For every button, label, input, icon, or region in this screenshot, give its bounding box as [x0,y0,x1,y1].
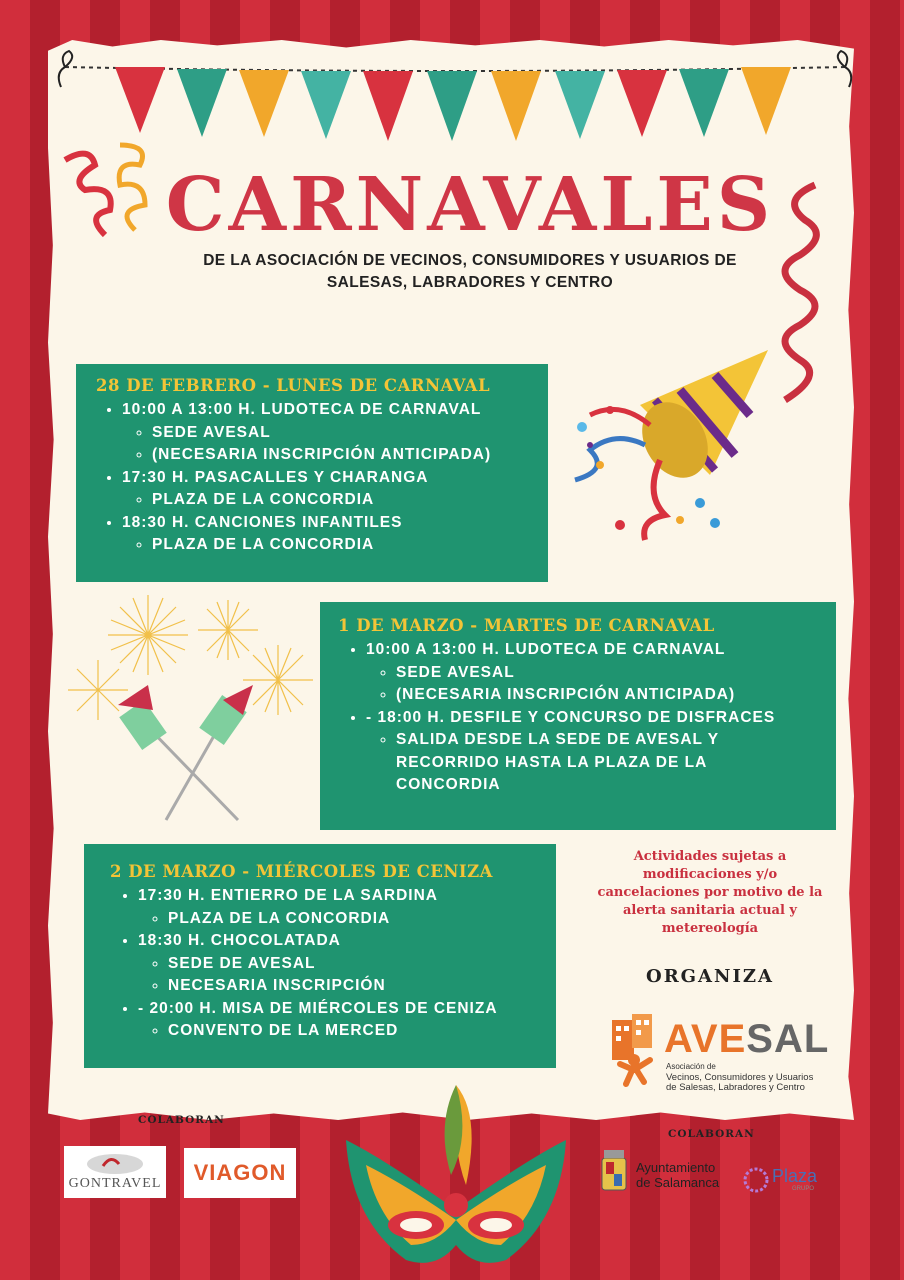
organiza-label: ORGANIZA [646,966,774,987]
ayuntamiento-line-1: Ayuntamiento [636,1160,716,1175]
streamer-right [770,180,840,410]
globe-icon [85,1152,145,1176]
list-item: • 18:30 H. CANCIONES INFANTILES ◦ PLAZA DE LA CONCORDIA [122,512,548,557]
avesal-logo [604,1012,830,1094]
subtitle-line-1: DE LA ASOCIACIÓN DE VECINOS, CONSUMIDORES Y USUARIOS DE [203,252,737,269]
list-item: • 17:30 H. ENTIERRO DE LA SARDINA ◦ PLAZA DE LA CONCORDIA [138,885,556,930]
bunting-flags [115,67,791,141]
list-subitem: ◦ SEDE AVESAL [152,422,548,445]
ayuntamiento-line-2: de Salamanca [636,1175,720,1190]
day-3-list [110,885,556,1043]
schedule-day-3 [84,844,556,1068]
fireworks-illustration [58,590,323,825]
list-subitem: ◦ SALIDA DESDE LA SEDE DE AVESAL Y RECORRIDO HASTA LA PLAZA DE LA CONCORDIA [396,729,826,797]
list-item: • 10:00 A 13:00 H. LUDOTECA DE CARNAVAL ◦ SEDE AVESAL ◦ (NECESARIA INSCRIPCIÓN ANTICIPADA) [122,399,548,467]
subtitle [160,250,780,294]
bunting-garland [55,45,855,155]
plaza-logo: Plaza GRUPO [742,1164,834,1198]
disclaimer-note: Actividades sujetas a modificaciones y/o cancelaciones por motivo de la alerta sanitaria actual y metereología [597,849,823,936]
day-2-list [338,639,826,797]
avesal-wordmark: AVESAL [664,1017,830,1061]
colaboran-right-label: COLABORAN [668,1128,755,1140]
list-item: • 18:30 H. CHOCOLATADA ◦ SEDE DE AVESAL ◦ NECESARIA INSCRIPCIÓN [138,930,556,998]
colaboran-left-label: COLABORAN [138,1114,225,1126]
list-item: • 10:00 A 13:00 H. LUDOTECA DE CARNAVAL ◦ SEDE AVESAL ◦ (NECESARIA INSCRIPCIÓN ANTICIPADA) [366,639,826,707]
list-subitem: ◦ PLAZA DE LA CONCORDIA [168,908,556,931]
schedule-day-2 [320,602,836,830]
subtitle-line-2: SALESAS, LABRADORES Y CENTRO [326,274,614,291]
ayuntamiento-logo [598,1146,728,1200]
list-subitem: ◦ PLAZA DE LA CONCORDIA [152,534,548,557]
avesal-building-icon [604,1012,664,1092]
day-1-heading: 28 DE FEBRERO - LUNES DE CARNAVAL [96,376,491,395]
list-subitem: ◦ SEDE DE AVESAL [168,953,556,976]
day-2-heading: 1 DE MARZO - MARTES DE CARNAVAL [338,616,715,635]
coat-of-arms-icon [598,1148,630,1198]
day-1-list [96,399,548,557]
party-horn-illustration [560,345,775,545]
list-item: • - 20:00 H. MISA DE MIÉRCOLES DE CENIZA ◦ CONVENTO DE LA MERCED [138,998,556,1043]
plaza-circle-icon [742,1166,770,1194]
day-3-heading: 2 DE MARZO - MIÉRCOLES DE CENIZA [110,862,493,881]
list-subitem: ◦ NECESARIA INSCRIPCIÓN [168,975,556,998]
list-subitem: ◦ (NECESARIA INSCRIPCIÓN ANTICIPADA) [152,444,548,467]
gontravel-logo: GONTRAVEL [64,1146,166,1198]
page-title: CARNAVALES [165,162,775,248]
viagon-logo: VIAGON [184,1148,296,1198]
schedule-day-1 [76,364,548,582]
list-subitem: ◦ CONVENTO DE LA MERCED [168,1020,556,1043]
streamer-left [60,135,170,245]
avesal-description: Asociación de Vecinos, Consumidores y Usuarios de Salesas, Labradores y Centro [666,1062,814,1093]
list-item: • 17:30 H. PASACALLES Y CHARANGA ◦ PLAZA DE LA CONCORDIA [122,467,548,512]
list-subitem: ◦ (NECESARIA INSCRIPCIÓN ANTICIPADA) [396,684,826,707]
list-subitem: ◦ SEDE AVESAL [396,662,826,685]
list-item: • - 18:00 H. DESFILE Y CONCURSO DE DISFRACES ◦ SALIDA DESDE LA SEDE DE AVESAL Y RECORRIDO HASTA LA PLAZA DE LA CONCORDIA [366,707,826,797]
carnival-mask-illustration [336,1080,576,1280]
list-subitem: ◦ PLAZA DE LA CONCORDIA [152,489,548,512]
